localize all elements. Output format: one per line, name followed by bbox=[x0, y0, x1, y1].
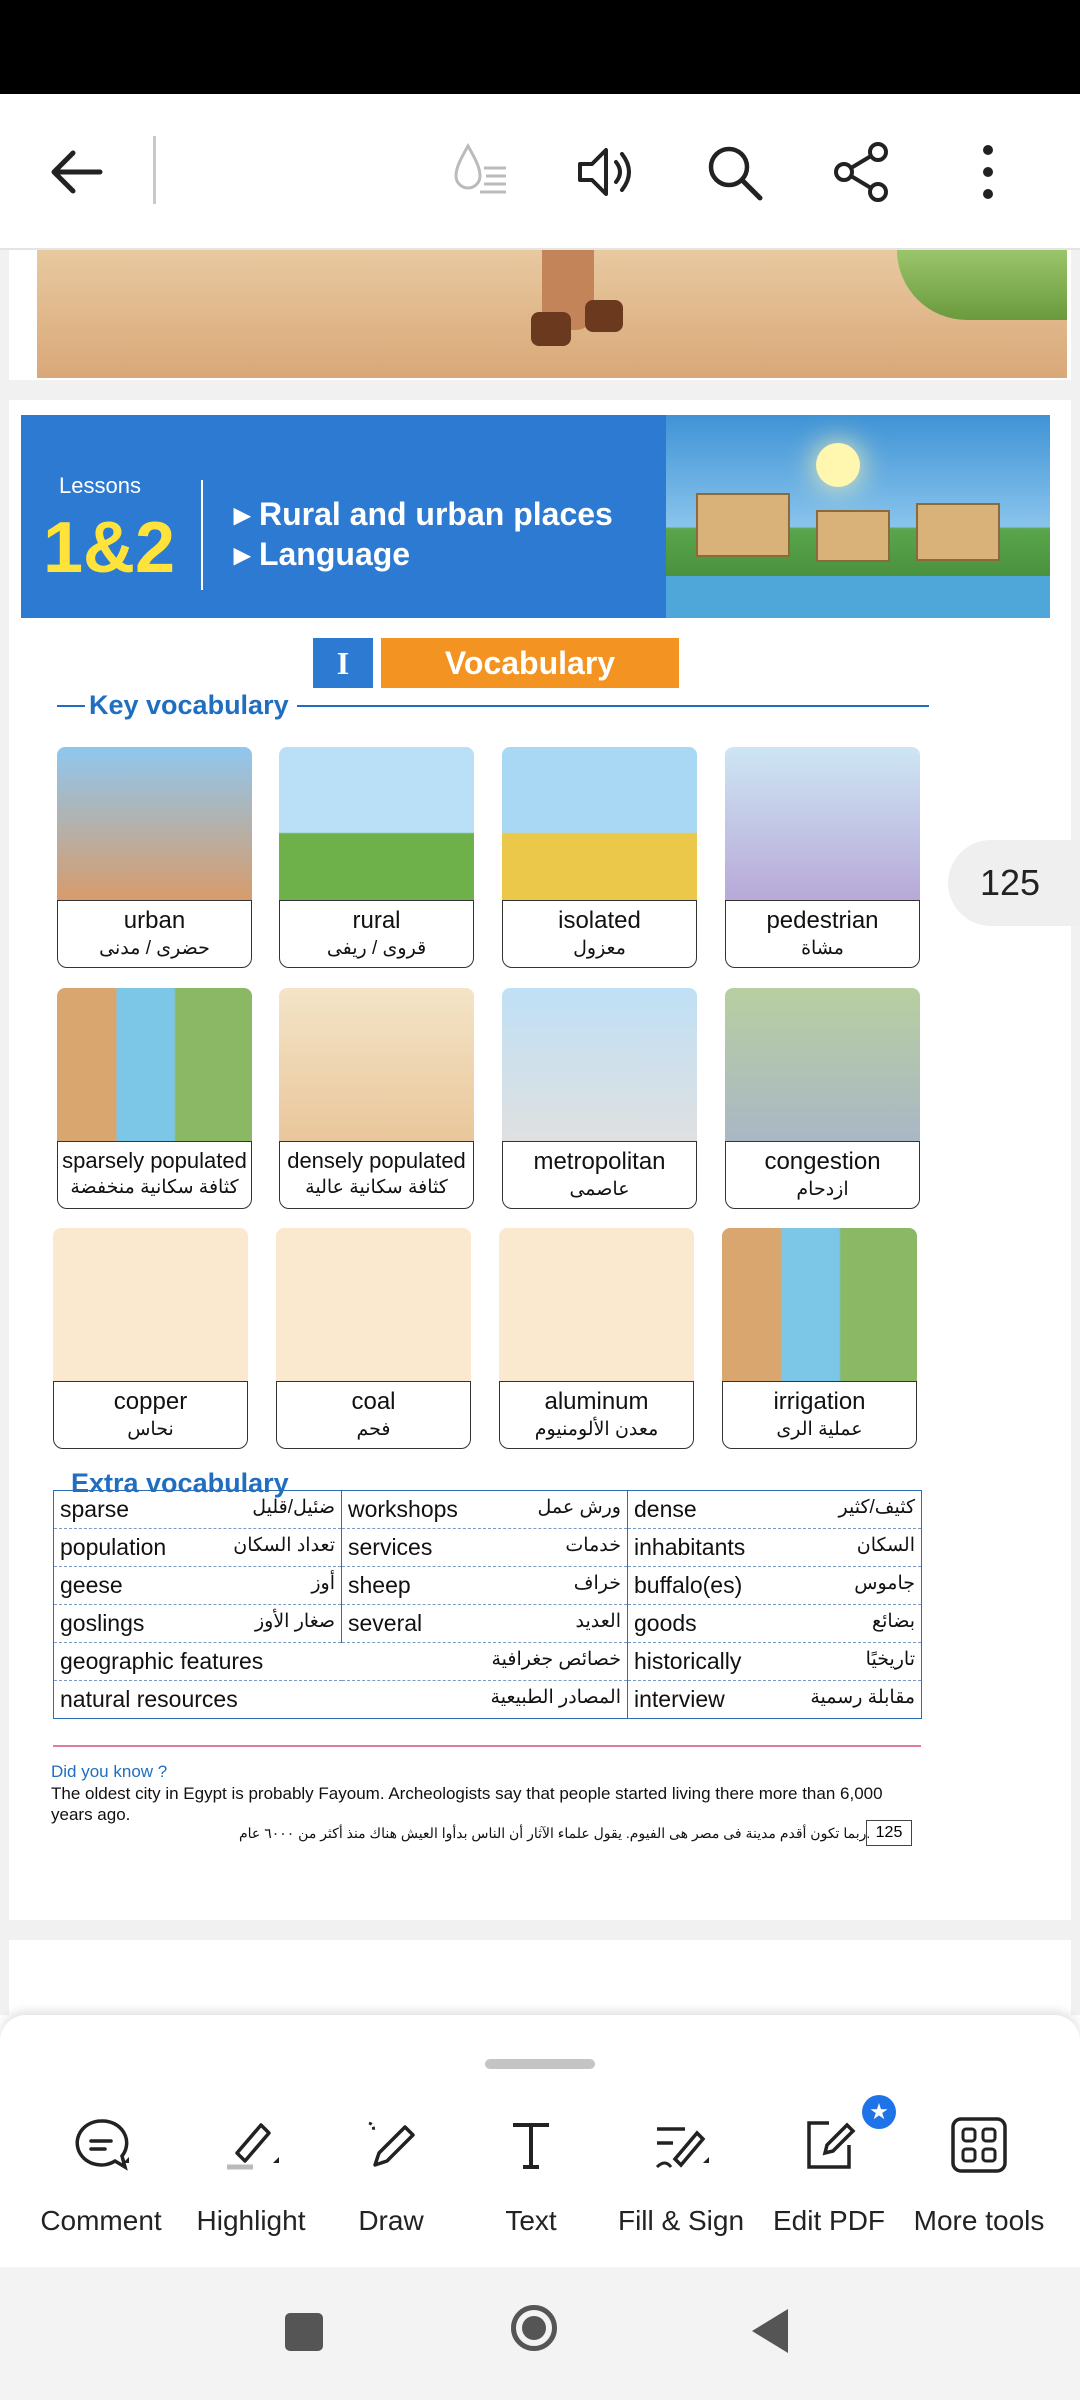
more-tools[interactable] bbox=[904, 2115, 1054, 2255]
back-arrow-icon[interactable] bbox=[38, 134, 114, 210]
table-row: geographic features خصائص جغرافية historically تاريخيًا bbox=[54, 1643, 922, 1681]
draw-tool[interactable] bbox=[316, 2115, 466, 2255]
toolbar-separator bbox=[153, 136, 156, 204]
more-options-icon[interactable] bbox=[950, 134, 1026, 210]
did-you-know-text: The oldest city in Egypt is probably Fayoum. Archeologists say that people started living there more than 6,000 years ago. bbox=[51, 1784, 883, 1824]
key-vocab-heading: Key vocabulary bbox=[85, 690, 297, 721]
share-icon[interactable] bbox=[824, 134, 900, 210]
page-indicator[interactable]: 125 bbox=[948, 840, 1080, 926]
edit-pdf-icon bbox=[799, 2115, 859, 2175]
top-toolbar bbox=[0, 94, 1080, 250]
home-button[interactable] bbox=[511, 2305, 557, 2351]
section-title: Vocabulary bbox=[381, 638, 679, 688]
tool-label: More tools bbox=[913, 2205, 1045, 2236]
vocab-card: coal فحم bbox=[276, 1228, 471, 1450]
extra-vocab-heading: Extra vocabulary bbox=[67, 1468, 297, 1499]
highlight-tool[interactable] bbox=[176, 2115, 326, 2255]
pdf-page-125 bbox=[9, 400, 1071, 1920]
document-viewer[interactable] bbox=[0, 250, 1080, 2015]
banner-topic-1: ▸ Rural and urban places bbox=[234, 496, 613, 532]
tool-label: Fill & Sign bbox=[617, 2205, 745, 2236]
vocab-card: isolated معزول bbox=[502, 747, 697, 969]
status-bar bbox=[0, 0, 1080, 94]
banner-divider bbox=[201, 480, 203, 590]
previous-page bbox=[9, 250, 1071, 380]
system-nav-bar bbox=[0, 2267, 1080, 2400]
table-row: geese أوز sheep خراف buffalo(es) جاموس bbox=[54, 1567, 922, 1605]
tool-label: Draw bbox=[358, 2205, 424, 2236]
tool-label: Highlight bbox=[196, 2205, 306, 2236]
back-button[interactable] bbox=[752, 2309, 788, 2353]
banner-topic-2: ▸ Language bbox=[234, 536, 411, 572]
reading-mode-icon[interactable] bbox=[442, 134, 518, 210]
text-icon bbox=[501, 2115, 561, 2175]
vocab-card: aluminum معدن الألومنيوم bbox=[499, 1228, 694, 1450]
edit-pdf-tool[interactable] bbox=[754, 2099, 904, 2255]
vocab-card: sparsely populated كثافة سكانية منخفضة bbox=[57, 988, 252, 1210]
vocab-card: copper نحاس bbox=[53, 1228, 248, 1450]
extra-vocab-table bbox=[53, 1490, 922, 1719]
tools-panel bbox=[0, 2015, 1080, 2267]
printed-page-number: 125 bbox=[866, 1820, 912, 1846]
section-number: I bbox=[313, 638, 373, 688]
next-page bbox=[9, 1940, 1071, 2015]
divider bbox=[53, 1745, 921, 1747]
fill-sign-icon bbox=[651, 2115, 711, 2175]
more-tools-icon bbox=[949, 2115, 1009, 2175]
did-you-know-arabic: ربما تكون أقدم مدينة فى مصر هى الفيوم. يقول علماء الآثار أن الناس بدأوا العيش هناك منذ أكثر من ٦٠٠٠ عام. bbox=[239, 1825, 871, 1841]
drag-handle[interactable] bbox=[485, 2059, 595, 2069]
comment-tool[interactable] bbox=[26, 2115, 176, 2255]
table-row: sparse ضئيل/قليل workshops ورش عمل dense كثيف/كثير bbox=[54, 1491, 922, 1529]
lessons-number: 1&2 bbox=[43, 508, 176, 588]
table-row: natural resources المصادر الطبيعية interview مقابلة رسمية bbox=[54, 1681, 922, 1719]
vocab-card: urban حضرى / مدنى bbox=[57, 747, 252, 969]
vocab-card: congestion ازدحام bbox=[725, 988, 920, 1210]
lesson-banner bbox=[21, 415, 666, 618]
new-feature-star-icon: ★ bbox=[862, 2095, 896, 2129]
lessons-label: Lessons bbox=[59, 473, 141, 498]
draw-icon bbox=[361, 2115, 421, 2175]
table-row: population تعداد السكان services خدمات inhabitants السكان bbox=[54, 1529, 922, 1567]
vocab-card: densely populated كثافة سكانية عالية bbox=[279, 988, 474, 1210]
read-aloud-icon[interactable] bbox=[568, 134, 644, 210]
comment-icon bbox=[71, 2115, 131, 2175]
vocab-card: irrigation عملية الرى bbox=[722, 1228, 917, 1450]
illustration-walking bbox=[37, 250, 1067, 378]
recents-button[interactable] bbox=[285, 2313, 323, 2351]
vocab-card: pedestrian مشاة bbox=[725, 747, 920, 969]
tool-label: Comment bbox=[40, 2205, 162, 2236]
village-illustration bbox=[666, 415, 1050, 618]
highlight-icon bbox=[221, 2115, 281, 2175]
vocab-card: metropolitan عاصمى bbox=[502, 988, 697, 1210]
text-tool[interactable] bbox=[456, 2115, 606, 2255]
tool-label: Text bbox=[505, 2205, 557, 2236]
table-row: goslings صغار الأوز several العديد goods بضائع bbox=[54, 1605, 922, 1643]
search-icon[interactable] bbox=[696, 134, 772, 210]
fill-sign-tool[interactable] bbox=[606, 2115, 756, 2255]
vocab-card: rural قروى / ريفى bbox=[279, 747, 474, 969]
did-you-know-title: Did you know ? bbox=[51, 1762, 168, 1781]
tool-label: Edit PDF bbox=[772, 2205, 886, 2236]
